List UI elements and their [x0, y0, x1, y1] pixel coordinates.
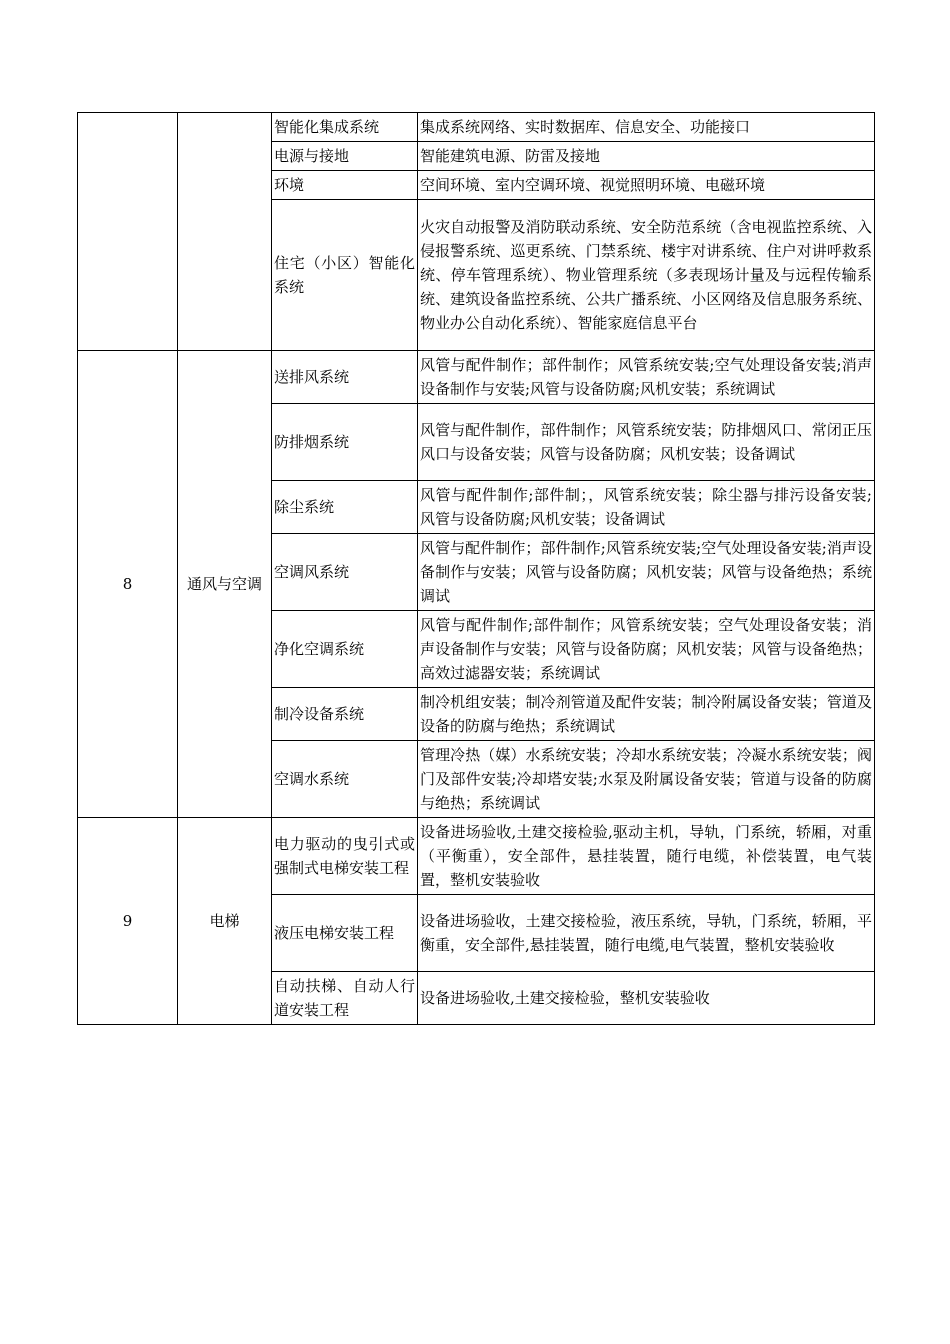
- acceptance-division-table: [77, 112, 875, 1025]
- subdivision-cell: 制冷设备系统: [272, 688, 418, 741]
- subdivision-cell: 环境: [272, 171, 418, 200]
- subdivision-cell: 智能化集成系统: [272, 113, 418, 142]
- items-cell: 风管与配件制作；部件制作;风管系统安装;空气处理设备安装;消声设备制作与安装；风管与设备防腐；风机安装；风管与设备绝热；系统调试: [418, 534, 875, 611]
- subdivision-cell: 住宅（小区）智能化系统: [272, 200, 418, 351]
- items-cell: 设备进场验收,土建交接检验，整机安装验收: [418, 972, 875, 1025]
- division-name-cell: 通风与空调: [178, 351, 272, 818]
- subdivision-cell: 电力驱动的曳引式或强制式电梯安装工程: [272, 818, 418, 895]
- table-row: [78, 818, 875, 895]
- items-cell: 火灾自动报警及消防联动系统、安全防范系统（含电视监控系统、入侵报警系统、巡更系统、门禁系统、楼宇对讲系统、住户对讲呼救系统、停车管理系统）、物业管理系统（多表现场计量及与远程传输系统、建筑设备监控系统、公共广播系统、小区网络及信息服务系统、物业办公自动化系统）、智能家庭信息平台: [418, 200, 875, 351]
- subdivision-cell: 除尘系统: [272, 481, 418, 534]
- division-number-cell: 9: [78, 818, 178, 1025]
- items-cell: 风管与配件制作;部件制作；风管系统安装；空气处理设备安装；消声设备制作与安装；风管与设备防腐；风机安装；风管与设备绝热；高效过滤器安装；系统调试: [418, 611, 875, 688]
- division-number-cell: 8: [78, 351, 178, 818]
- items-cell: 设备进场验收，土建交接检验，液压系统，导轨，门系统，轿厢，平衡重，安全部件,悬挂装置，随行电缆,电气装置，整机安装验收: [418, 895, 875, 972]
- items-cell: 风管与配件制作，部件制作；风管系统安装；防排烟风口、常闭正压风口与设备安装；风管与设备防腐；风机安装；设备调试: [418, 404, 875, 481]
- subdivision-cell: 自动扶梯、自动人行道安装工程: [272, 972, 418, 1025]
- subdivision-cell: 送排风系统: [272, 351, 418, 404]
- subdivision-cell: 空调风系统: [272, 534, 418, 611]
- items-cell: 设备进场验收,土建交接检验,驱动主机，导轨，门系统，轿厢，对重（平衡重），安全部件，悬挂装置，随行电缆，补偿装置，电气装置，整机安装验收: [418, 818, 875, 895]
- items-cell: 制冷机组安装；制冷剂管道及配件安装；制冷附属设备安装；管道及设备的防腐与绝热；系统调试: [418, 688, 875, 741]
- division-number-cell: [78, 113, 178, 351]
- items-cell: 风管与配件制作;部件制；，风管系统安装；除尘器与排污设备安装;风管与设备防腐;风机安装；设备调试: [418, 481, 875, 534]
- table-row: [78, 113, 875, 142]
- subdivision-cell: 防排烟系统: [272, 404, 418, 481]
- subdivision-cell: 液压电梯安装工程: [272, 895, 418, 972]
- items-cell: 空间环境、室内空调环境、视觉照明环境、电磁环境: [418, 171, 875, 200]
- subdivision-cell: 空调水系统: [272, 741, 418, 818]
- items-cell: 风管与配件制作；部件制作；风管系统安装;空气处理设备安装;消声设备制作与安装;风管与设备防腐;风机安装；系统调试: [418, 351, 875, 404]
- division-name-cell: 电梯: [178, 818, 272, 1025]
- items-cell: 管理冷热（媒）水系统安装；冷却水系统安装；冷凝水系统安装；阀门及部件安装;冷却塔安装;水泵及附属设备安装；管道与设备的防腐与绝热；系统调试: [418, 741, 875, 818]
- subdivision-cell: 净化空调系统: [272, 611, 418, 688]
- subdivision-cell: 电源与接地: [272, 142, 418, 171]
- division-name-cell: [178, 113, 272, 351]
- items-cell: 智能建筑电源、防雷及接地: [418, 142, 875, 171]
- table-row: [78, 351, 875, 404]
- items-cell: 集成系统网络、实时数据库、信息安全、功能接口: [418, 113, 875, 142]
